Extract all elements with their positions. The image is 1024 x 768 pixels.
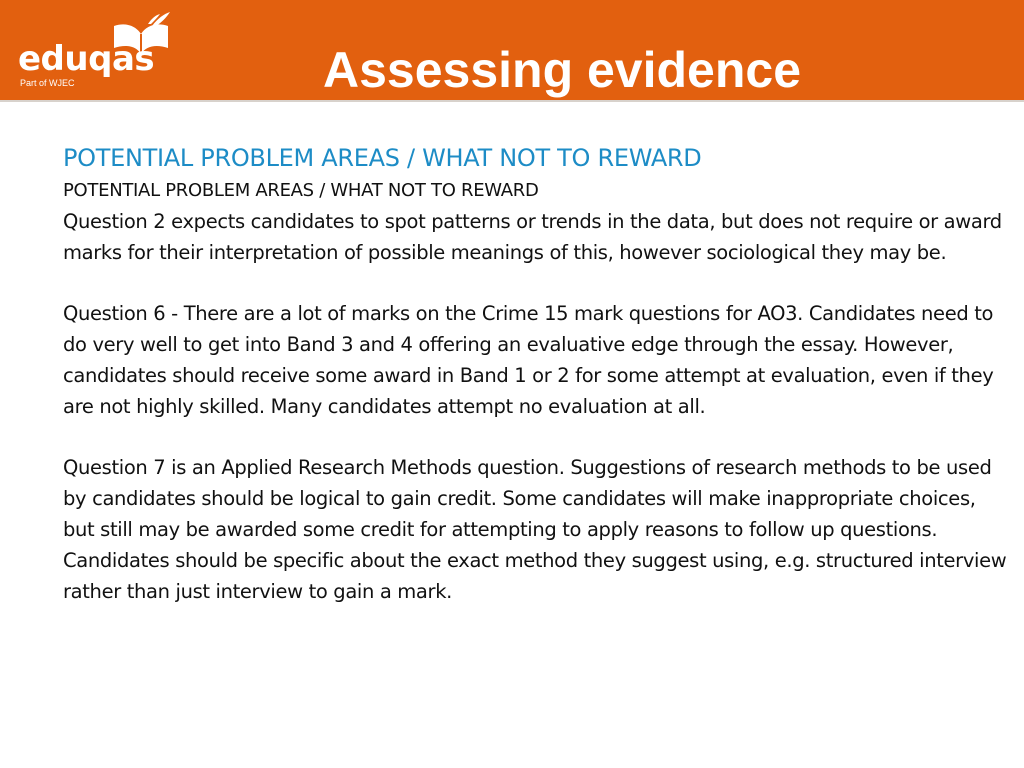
paragraph-question-7: Question 7 is an Applied Research Methods question. Suggestions of research methods to be used by candidates should be logical to gain credit. Some candidates will make inappropriate choices, but still may be awarded some credit for attempting to apply reasons to follow up questions. Candidates should be specific about the exact method they suggest using, e.g. structured interview rather than just interview to gain a mark.: [63, 456, 1007, 603]
section-subheading: POTENTIAL PROBLEM AREAS / WHAT NOT TO REWARD: [63, 180, 539, 201]
header-bar: [0, 0, 1024, 102]
page-title: Assessing evidence: [322, 42, 802, 98]
paragraph-question-2: Question 2 expects candidates to spot patterns or trends in the data, but does not require or award marks for their interpretation of possible meanings of this, however sociological they may be.: [63, 210, 1002, 264]
eduqas-logo: [16, 12, 166, 92]
paragraph-question-6: Question 6 - There are a lot of marks on the Crime 15 mark questions for AO3. Candidates need to do very well to get into Band 3 and 4 offering an evaluative edge through the essay. However, candidates should receive some award in Band 1 or 2 for some attempt at evaluation, even if they are not highly skilled. Many candidates attempt no evaluation at all.: [63, 302, 994, 418]
logo-wordmark: eduqas: [18, 39, 155, 79]
logo-subtitle: Part of WJEC: [20, 78, 75, 88]
section-heading: POTENTIAL PROBLEM AREAS / WHAT NOT TO REWARD: [63, 144, 702, 172]
slide-content: [63, 140, 1008, 607]
